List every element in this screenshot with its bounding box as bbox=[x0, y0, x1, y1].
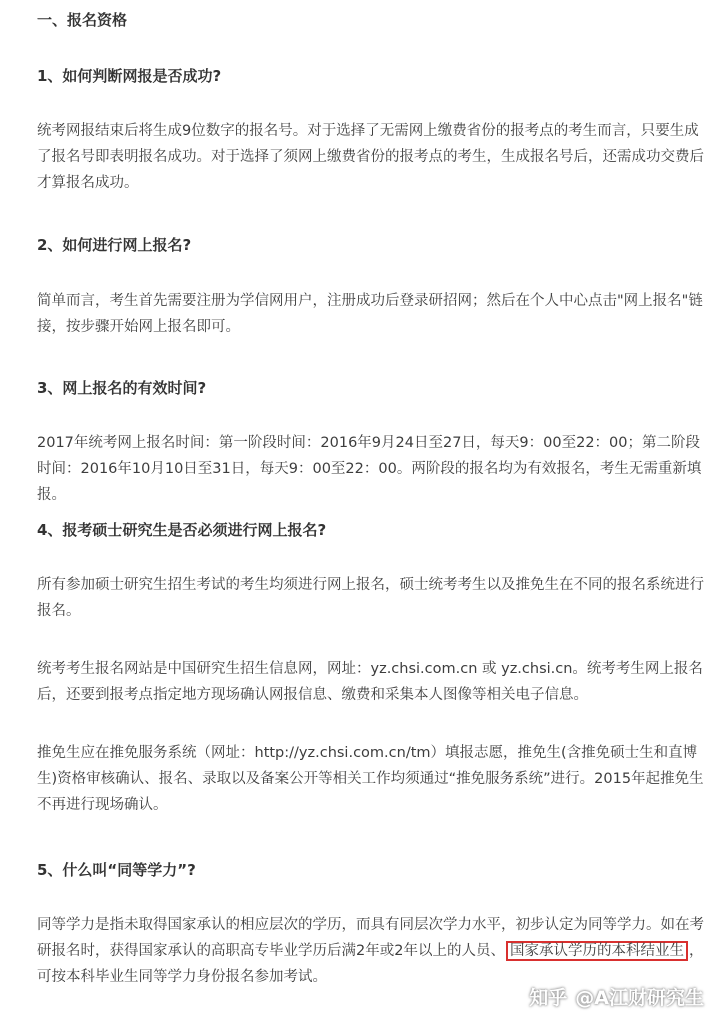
question-2-heading: 2、如何进行网上报名? bbox=[37, 236, 192, 254]
question-3-paragraph: 2017年统考网上报名时间：第一阶段时间：2016年9月24日至27日，每天9：00至22：00；第二阶段时间：2016年10月10日至31日，每天9：00至22：00。两阶段的报名均为有效报名，考生无需重新填报。 bbox=[37, 435, 702, 503]
question-3-heading: 3、网上报名的有效时间? bbox=[37, 379, 207, 397]
zhihu-logo: 知乎 bbox=[529, 987, 568, 1009]
question-1-paragraph: 统考网报结束后将生成9位数字的报名号。对于选择了无需网上缴费省份的报考点的考生而言，只要生成了报名号即表明报名成功。对于选择了须网上缴费省份的报考点的考生，生成报名号后，还需成功交费后才算报名成功。 bbox=[37, 123, 704, 191]
question-5-paragraph bbox=[37, 912, 708, 990]
question-2-paragraph: 简单而言，考生首先需要注册为学信网用户，注册成功后登录研招网；然后在个人中心点击"网上报名"链接，按步骤开始网上报名即可。 bbox=[37, 293, 703, 335]
section-title: 一、报名资格 bbox=[37, 11, 128, 29]
question-1-heading: 1、如何判断网报是否成功? bbox=[37, 67, 222, 85]
question-4-paragraph-3: 推免生应在推免服务系统（网址：http://yz.chsi.com.cn/tm）填报志愿，推免生(含推免硕士生和直博生)资格审核确认、报名、录取以及备案公开等相关工作均须通过“推免服务系统”进行。2015年起推免生不再进行现场确认。 bbox=[37, 745, 704, 813]
watermark-author: @A江财研究生 bbox=[575, 987, 704, 1009]
question-4-paragraph-1: 所有参加硕士研究生招生考试的考生均须进行网上报名，硕士统考考生以及推免生在不同的报名系统进行报名。 bbox=[37, 577, 704, 619]
question-5-heading: 5、什么叫“同等学力”? bbox=[37, 861, 196, 879]
highlighted-phrase: 国家承认学历的本科结业生 bbox=[506, 941, 688, 961]
question-5-text-after: ，可按本科毕业生同等学力身份报名参加考试。 bbox=[37, 943, 704, 985]
question-4-heading: 4、报考硕士研究生是否必须进行网上报名? bbox=[37, 521, 327, 539]
question-4-paragraph-2: 统考考生报名网站是中国研究生招生信息网，网址：yz.chsi.com.cn 或 yz.chsi.cn。统考考生网上报名后，还要到报考点指定地方现场确认网报信息、缴费和采集本人图像等相关电子信息。 bbox=[37, 661, 703, 703]
watermark bbox=[529, 983, 704, 1010]
question-5-text-before: 同等学力是指未取得国家承认的相应层次的学历，而具有同层次学力水平，初步认定为同等学力。如在考研报名时，获得国家承认的高职高专毕业学历后满2年或2年以上的人员、 bbox=[37, 917, 704, 959]
